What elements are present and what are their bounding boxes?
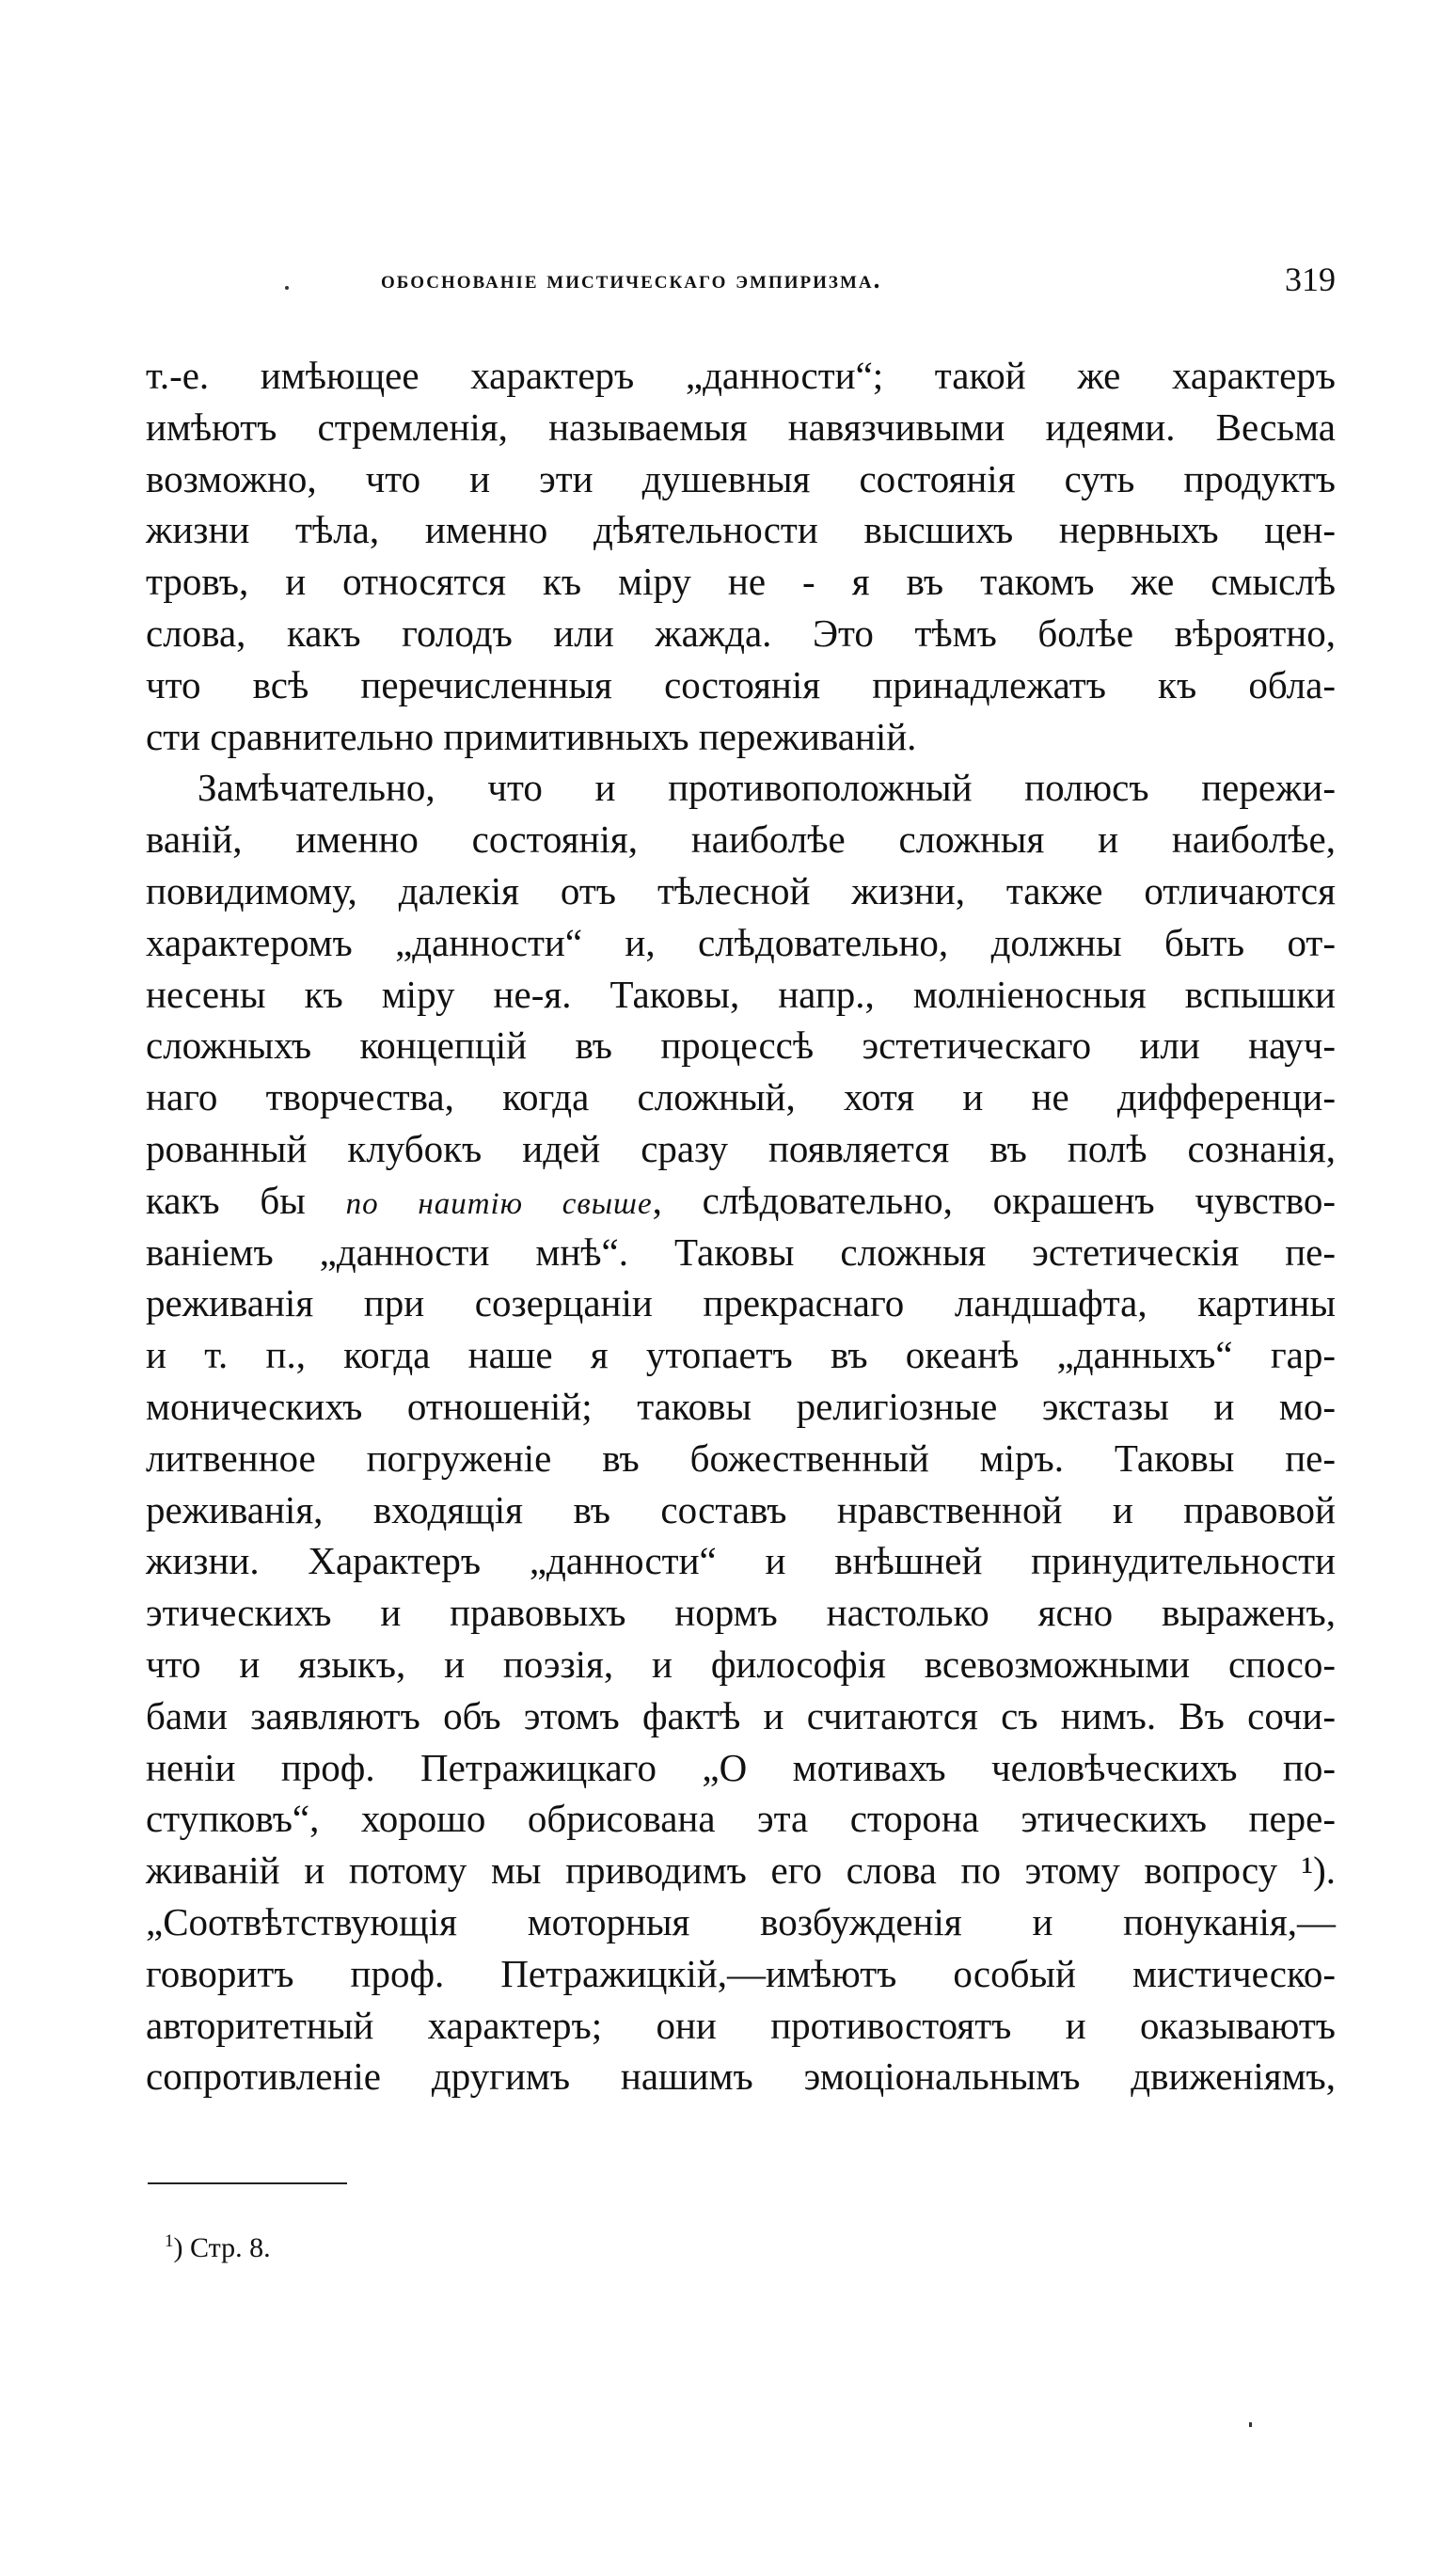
text-line: что всѣ перечисленныя состоянія принадлежатъ къ обла-	[146, 662, 1336, 706]
text-line: повидимому, далекія отъ тѣлесной жизни, также отличаются	[146, 868, 1336, 912]
text-line: возможно, что и эти душевныя состоянія суть продуктъ	[146, 456, 1336, 500]
text-line: жизни. Характеръ „данности“ и внѣшней принудительности	[146, 1539, 1336, 1583]
text-line: реживанія, входящія въ составъ нравственной и правовой	[146, 1487, 1336, 1531]
print-speck	[285, 286, 289, 290]
text-line: жизни тѣла, именно дѣятельности высшихъ нервныхъ цен-	[146, 508, 1336, 552]
footnote	[165, 2231, 271, 2264]
text-line: сопротивленіе другимъ нашимъ эмоціональнымъ движеніямъ,	[146, 2054, 1336, 2099]
text-line: ваніемъ „данности мнѣ“. Таковы сложныя эстетическія пе-	[146, 1229, 1336, 1274]
text-line: имѣютъ стремленія, называемыя навязчивыми идеями. Весьма	[146, 405, 1336, 449]
print-speck	[1249, 2422, 1252, 2427]
text-line: литвенное погруженіе въ божественный міръ. Таковы пе-	[146, 1436, 1336, 1480]
text-line: реживанія при созерцаніи прекраснаго ландшафта, картины	[146, 1281, 1336, 1325]
text-line: ваній, именно состоянія, наиболѣе сложныя и наиболѣе,	[146, 817, 1336, 862]
italic-phrase: по наитію свыше	[345, 1186, 653, 1221]
footnote-rule	[148, 2182, 347, 2184]
text-line: „Соотвѣтствующія моторныя возбужденія и понуканія,—	[146, 1899, 1336, 1943]
text-line: сложныхъ концепцій въ процессѣ эстетическаго или науч-	[146, 1023, 1336, 1068]
text-line: слова, какъ голодъ или жажда. Это тѣмъ болѣе вѣроятно,	[146, 611, 1336, 655]
text-run: какъ бы	[146, 1178, 346, 1222]
text-line: этическихъ и правовыхъ нормъ настолько ясно выраженъ,	[146, 1591, 1336, 1635]
text-line: Замѣчательно, что и противоположный полюсъ пережи-	[198, 766, 1336, 810]
text-run: , слѣдовательно, окрашенъ чувство-	[652, 1178, 1336, 1222]
footnote-marker: 1	[165, 2231, 174, 2251]
text-line: характеромъ „данности“ и, слѣдовательно, должны быть от-	[146, 920, 1336, 964]
text-line: т.-е. имѣющее характеръ „данности“; такой же характеръ	[146, 354, 1336, 397]
text-line: что и языкъ, и поэзія, и философія всевозможными спосо-	[146, 1642, 1336, 1686]
text-line: авторитетный характеръ; они противостоятъ и оказываютъ	[146, 2003, 1336, 2047]
text-line: говоритъ проф. Петражицкій,—имѣютъ особый мистическо-	[146, 1951, 1336, 1995]
text-line: рованный клубокъ идей сразу появляется въ полѣ сознанія,	[146, 1126, 1336, 1170]
text-line: несены къ міру не-я. Таковы, напр., молніеносныя вспышки	[146, 972, 1336, 1016]
text-line: неніи проф. Петражицкаго „О мотивахъ человѣческихъ по-	[146, 1745, 1336, 1789]
text-line: ступковъ“, хорошо обрисована эта сторона этическихъ пере-	[146, 1797, 1336, 1841]
body-text	[146, 350, 1336, 2102]
running-header	[146, 261, 1336, 303]
paragraph-2	[146, 762, 1336, 2102]
text-line: наго творчества, когда сложный, хотя и не дифференци-	[146, 1075, 1336, 1119]
text-line: живаній и потому мы приводимъ его слова по этому вопросу ¹).	[146, 1848, 1336, 1893]
text-line: моническихъ отношеній; таковы религіозные экстазы и мо-	[146, 1384, 1336, 1428]
paragraph-1	[146, 350, 1336, 762]
page-number: 319	[1285, 261, 1336, 298]
text-line: сти сравнительно примитивныхъ переживаній.	[146, 714, 917, 758]
text-line: бами заявляютъ объ этомъ фактѣ и считаются съ нимъ. Въ сочи-	[146, 1693, 1336, 1737]
running-title: обоснованіе мистическаго эмпиризма.	[381, 265, 882, 293]
footnote-text: ) Стр. 8.	[173, 2232, 271, 2263]
text-line: тровъ, и относятся къ міру не - я въ такомъ же смыслѣ	[146, 560, 1336, 604]
text-line	[146, 1175, 1336, 1227]
text-line: и т. п., когда наше я утопаетъ въ океанѣ „данныхъ“ гар-	[146, 1333, 1336, 1377]
